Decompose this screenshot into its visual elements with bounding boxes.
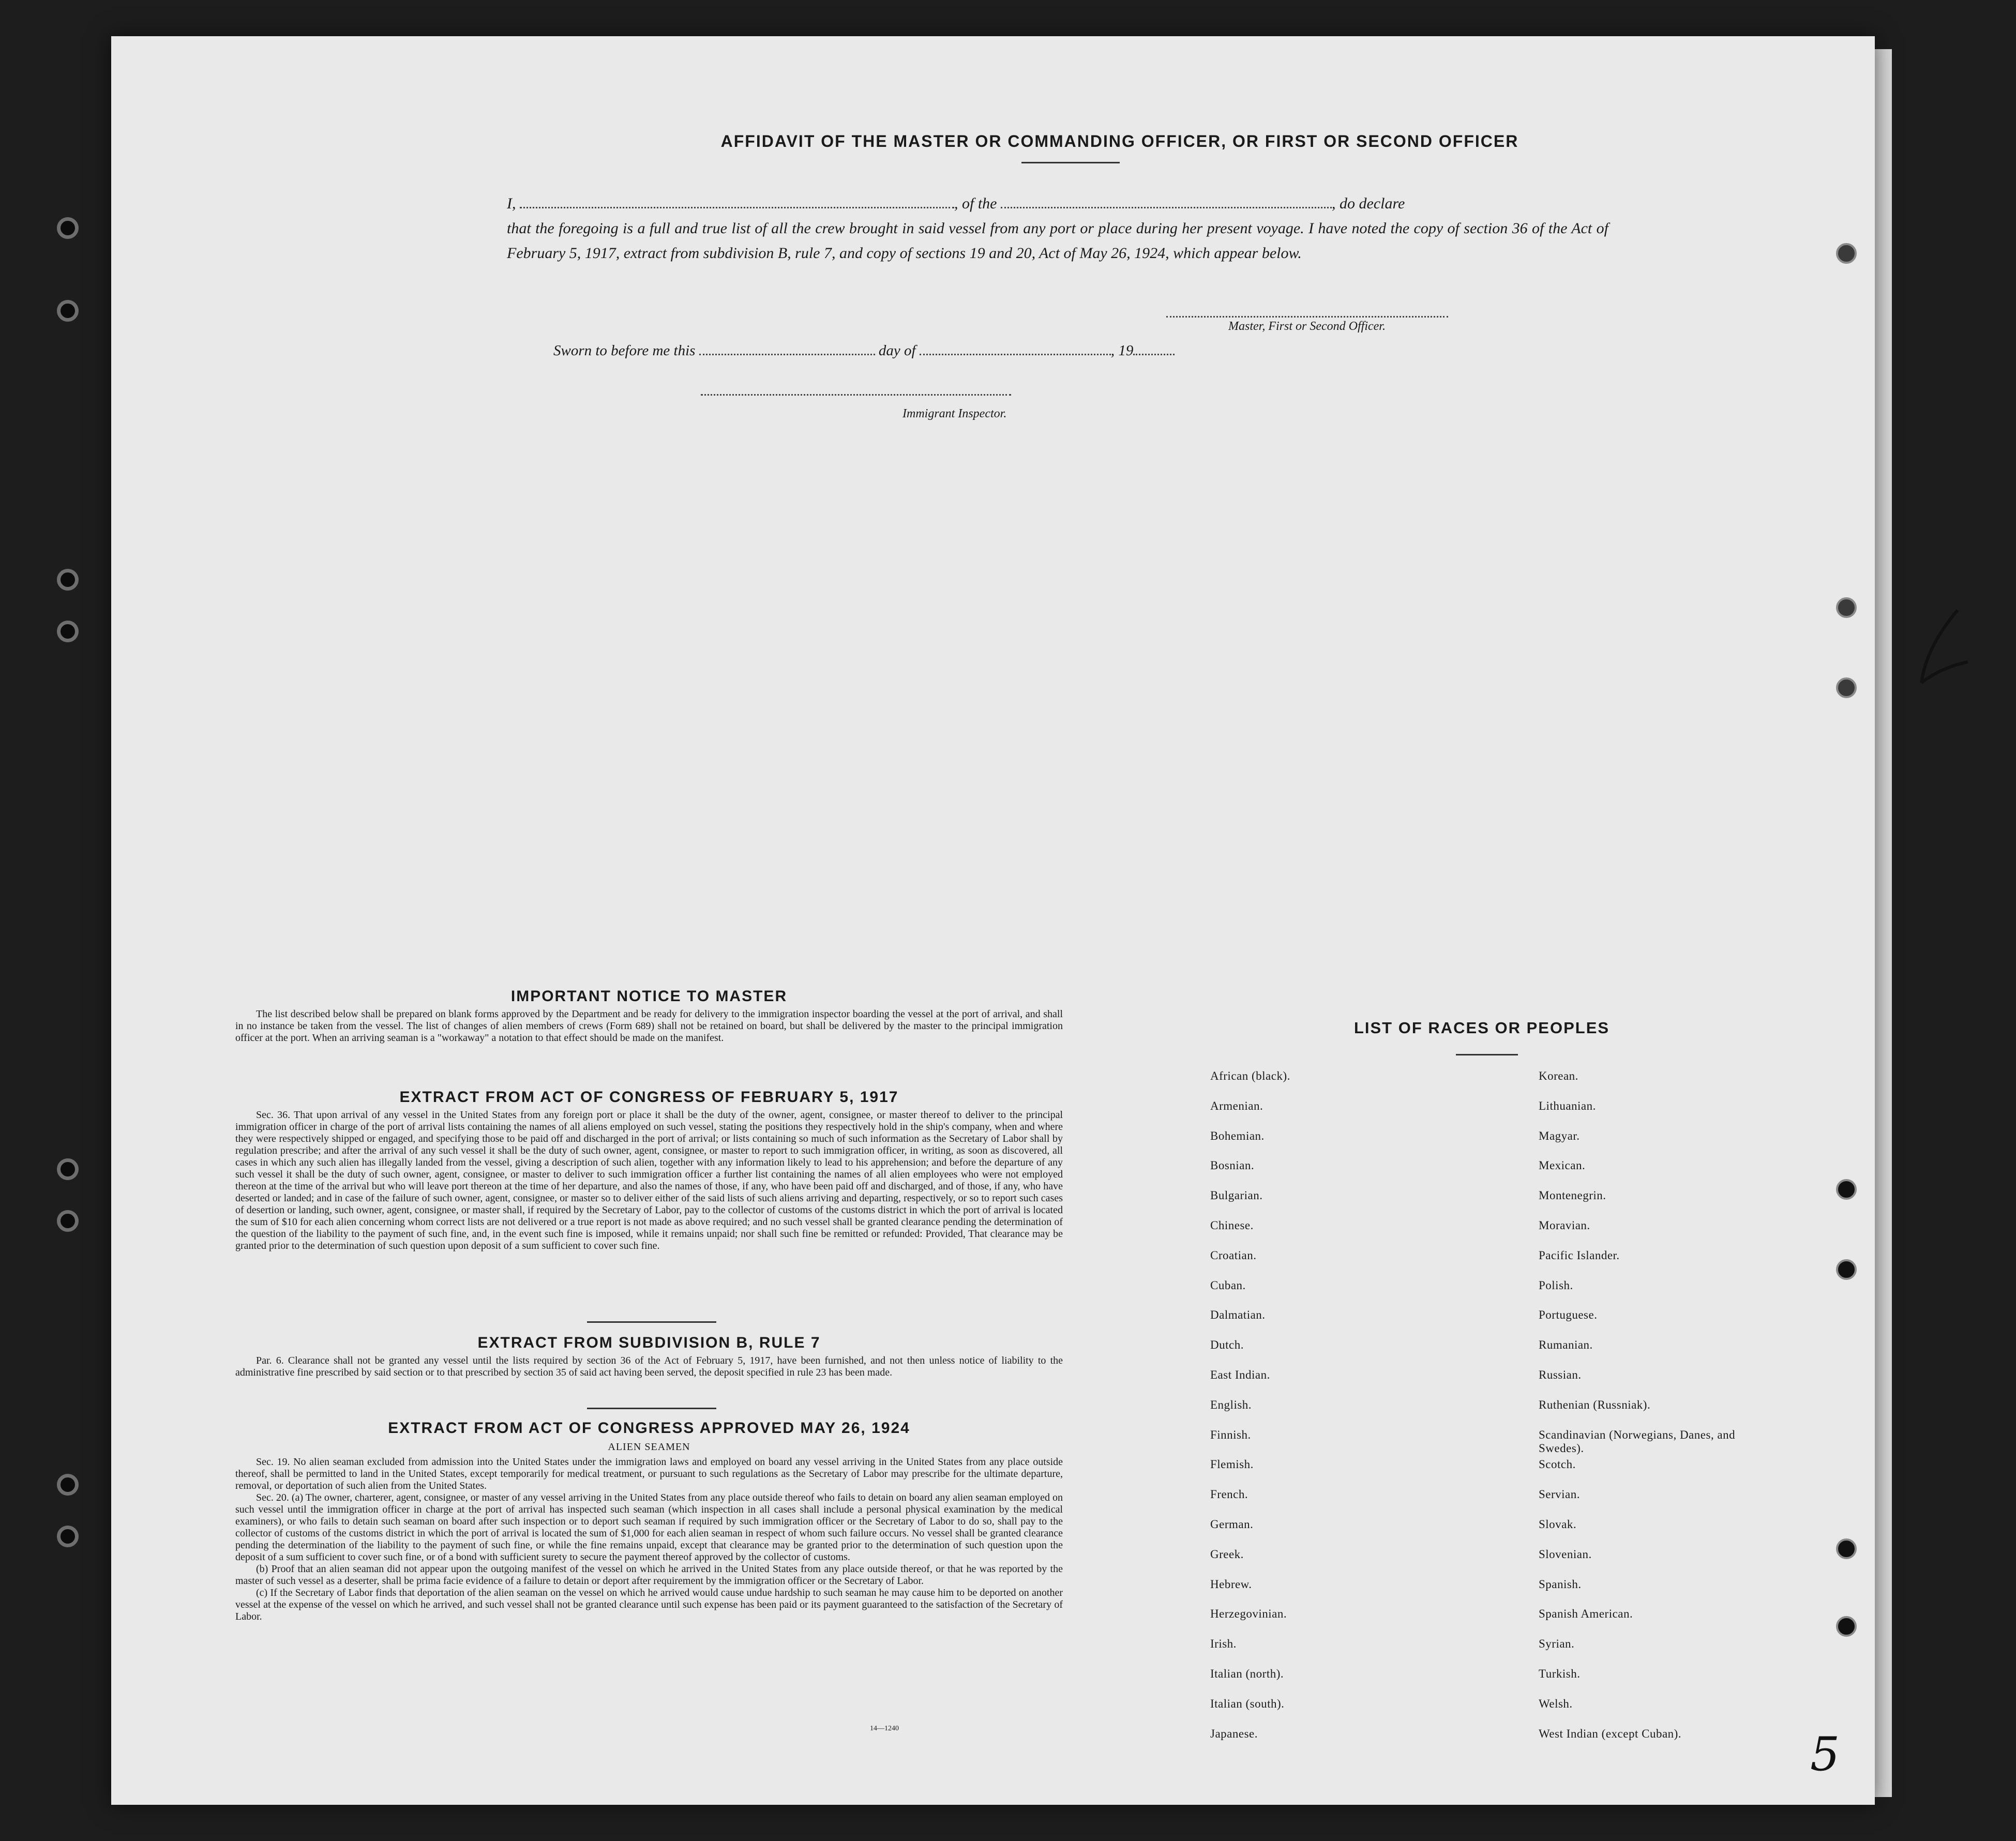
binder-hole bbox=[57, 1526, 79, 1547]
binder-hole bbox=[57, 217, 79, 239]
divider bbox=[587, 1408, 716, 1409]
race-item: Ruthenian (Russniak). bbox=[1539, 1398, 1651, 1411]
sec20c-text: (c) If the Secretary of Labor finds that deportation of the alien seaman on the vessel on which he arrived would cause undue hardship to such seaman he may cause him to be deported on another vessel at the expense of the vessel on which he arrived, and such vessel shall not be granted clearance until such expense has been paid or its payment guaranteed to the satisfaction of the Secretary of Labor. bbox=[235, 1587, 1063, 1622]
year-blank bbox=[1133, 343, 1175, 355]
race-item: English. bbox=[1210, 1398, 1252, 1411]
form-number: 14—1240 bbox=[870, 1725, 899, 1732]
sworn-label: Sworn to before me this bbox=[553, 342, 696, 359]
extract-1924-section bbox=[235, 1420, 1063, 1623]
affidavit-body bbox=[507, 191, 1608, 266]
do-declare-label: , do declare bbox=[1332, 195, 1405, 212]
binder-hole bbox=[57, 300, 79, 322]
punch-hole bbox=[1836, 597, 1857, 618]
race-item: Flemish. bbox=[1210, 1458, 1254, 1471]
race-item: Spanish. bbox=[1539, 1577, 1582, 1591]
notice-title: IMPORTANT NOTICE TO MASTER bbox=[510, 988, 788, 1005]
race-item: Mexican. bbox=[1539, 1159, 1586, 1172]
notice-text: The list described below shall be prepared on blank forms approved by the Department and be ready for delivery to the immigration inspector boarding the vessel at the port of arrival, and shall in no instance be taken from the vessel. The list of changes of alien members of crews (Form 689) shall not be retained on board, but shall be delivered by the master to the principal immigration officer at the port. When an arriving seaman is a "workaway" a notation to that effect should be made on the manifest. bbox=[235, 1008, 1063, 1044]
punch-hole bbox=[1836, 243, 1857, 264]
race-item: Italian (north). bbox=[1210, 1667, 1284, 1680]
binder-hole bbox=[57, 1158, 79, 1180]
race-item: West Indian (except Cuban). bbox=[1539, 1727, 1682, 1740]
race-item: French. bbox=[1210, 1488, 1248, 1501]
handwritten-page-number: 5 bbox=[1810, 1727, 1840, 1782]
race-item: Croatian. bbox=[1210, 1248, 1257, 1262]
affidavit-text: that the foregoing is a full and true list of all the crew brought in said vessel from any port or place during her present voyage. I have noted the copy of section 36 of the Act of February 5, 1917, extract from subdivision B, rule 7, and copy of sections 19 and 20, Act of May 26, 1924, which appear below. bbox=[507, 220, 1608, 262]
race-item: Bosnian. bbox=[1210, 1159, 1255, 1172]
race-item: African (black). bbox=[1210, 1069, 1290, 1082]
race-item: Scandinavian (Norwegians, Danes, and Swedes). bbox=[1539, 1428, 1736, 1455]
punch-hole bbox=[1836, 1538, 1857, 1559]
subdivision-title: EXTRACT FROM SUBDIVISION B, RULE 7 bbox=[477, 1334, 821, 1351]
extract-1917-section bbox=[235, 1089, 1063, 1252]
race-item: Turkish. bbox=[1539, 1667, 1581, 1680]
race-item: Greek. bbox=[1210, 1547, 1244, 1561]
title-rule bbox=[1021, 162, 1120, 163]
master-caption: Master, First or Second Officer. bbox=[1228, 320, 1386, 333]
binder-hole bbox=[57, 621, 79, 642]
extract-1917-title: EXTRACT FROM ACT OF CONGRESS OF FEBRUARY 5, 1917 bbox=[399, 1089, 899, 1106]
race-item: Dalmatian. bbox=[1210, 1308, 1266, 1322]
races-title-rule bbox=[1456, 1054, 1518, 1055]
race-item: Welsh. bbox=[1539, 1697, 1573, 1710]
divider bbox=[587, 1321, 716, 1323]
vessel-blank bbox=[1001, 197, 1332, 208]
pen-stroke-mark bbox=[1911, 605, 1973, 688]
punch-hole bbox=[1836, 677, 1857, 698]
master-signature-line bbox=[1166, 316, 1448, 318]
punch-hole bbox=[1836, 1616, 1857, 1637]
race-item: Lithuanian. bbox=[1539, 1099, 1596, 1112]
of-the-label: , of the bbox=[954, 195, 997, 212]
race-item: Spanish American. bbox=[1539, 1607, 1633, 1621]
day-of-label: day of bbox=[878, 342, 916, 359]
race-item: Armenian. bbox=[1210, 1099, 1263, 1112]
extract-1924-title: EXTRACT FROM ACT OF CONGRESS APPROVED MAY 26, 1924 bbox=[388, 1420, 910, 1437]
subdivision-section bbox=[235, 1334, 1063, 1379]
sec20a-text: Sec. 20. (a) The owner, charterer, agent, consignee, or master of any vessel arriving in the United States from any place outside thereof who fails to detain on board any alien seaman employed on such vessel until the immigration officer in charge at the port of arrival has inspected such seaman (which inspection in all cases shall include a personal physical examination by the medical examiners), or who fails to detain such seaman on board after such inspection or to deport such seaman if required by such immigration officer or the Secretary of Labor to do so, shall pay to the collector of customs of the customs district in which the port of arrival is located the sum of $1,000 for each alien seaman in respect of whom such failure occurs. No vessel shall be granted clearance pending the determination of the liability to the payment of such fine, or while the fine remains unpaid, except that clearance may be granted prior to the determination of such question upon the deposit of a sum sufficient to cover such fine, or of a bond with sufficient surety to secure the payment thereof approved by the collector of customs. bbox=[235, 1492, 1063, 1563]
races-grid bbox=[1202, 1069, 1761, 1757]
race-item: Polish. bbox=[1539, 1278, 1573, 1292]
race-item: Dutch. bbox=[1210, 1338, 1244, 1352]
extract-1917-text: Sec. 36. That upon arrival of any vessel in the United States from any foreign port or place it shall be the duty of the owner, agent, consignee, or master thereof to deliver to the principal immigration officer in charge of the port of arrival lists containing the names of all aliens employed on such vessel, stating the positions they respectively hold in the ship's company, when and where they were respectively shipped or engaged, and specifying those to be paid off and discharged in the port of arrival; or lists containing so much of such information as the Secretary of Labor shall by regulation prescribe; and after the arrival of any such vessel it shall be the duty of such owner, agent, consignee, or master to report to such immigration officer, in writing, as soon as discovered, all cases in which any such alien has illegally landed from the vessel, giving a description of such alien, together with any information likely to lead to his apprehension; and before the departure of any such vessel it shall be the duty of such owner, agent, consignee, or master to deliver to such immigration officer a further list containing the names of all alien employees who were not employed thereon at the time of the arrival but who will leave port thereon at the time of her departure, and also the names of those, if any, who have been paid off and discharged, and of those, if any, who have deserted or landed; and in case of the failure of such owner, agent, consignee, or master so to deliver either of the said lists of such aliens arriving and departing, respectively, or so to report such cases of desertion or landing, such owner, agent, consignee, or master shall, if required by the Secretary of Labor, pay to the collector of customs of the customs district in which the port of arrival is located the sum of $10 for each alien concerning whom correct lists are not delivered or a true report is not made as above required; and no such vessel shall be granted clearance pending the determination of the question of the liability to the payment of such fine, and, in the event such fine is imposed, while it remains unpaid; nor shall such fine be remitted or refunded: Provided, That clearance may be granted prior to the determination of such question upon deposit of a sum sufficient to cover such fine. bbox=[235, 1109, 1063, 1251]
binder-hole bbox=[57, 1210, 79, 1232]
races-section bbox=[1202, 1019, 1761, 1757]
inspector-signature-line bbox=[701, 394, 1011, 396]
sec20b-text: (b) Proof that an alien seaman did not appear upon the outgoing manifest of the vessel on which he arrived in the United States from any place outside thereof, or that he was reported by the master of such vessel as a deserter, shall be prima facie evidence of a failure to detain or deport after requirement by the immigration officer or the Secretary of Labor. bbox=[235, 1563, 1063, 1587]
subdivision-text: Par. 6. Clearance shall not be granted any vessel until the lists required by section 36 of the Act of February 5, 1917, have been furnished, and not then unless notice of liability to the administrative fine prescribed by said section or to that prescribed by section 35 of said act having been served, the deposit specified in rule 23 has been made. bbox=[235, 1355, 1063, 1378]
race-item: Irish. bbox=[1210, 1637, 1237, 1651]
sworn-line bbox=[553, 342, 1175, 359]
race-item: East Indian. bbox=[1210, 1368, 1270, 1381]
binder-hole bbox=[57, 569, 79, 591]
race-item: Portuguese. bbox=[1539, 1308, 1598, 1322]
race-item: Korean. bbox=[1539, 1069, 1578, 1082]
race-item: Russian. bbox=[1539, 1368, 1582, 1381]
name-blank bbox=[520, 197, 954, 208]
race-item: Hebrew. bbox=[1210, 1577, 1252, 1591]
sec19-text: Sec. 19. No alien seaman excluded from admission into the United States under the immigration laws and employed on board any vessel arriving in the United States from any place outside thereof, shall be permitted to land in the United States, except temporarily for medical treatment, or pursuant to such regulations as the Secretary of Labor may prescribe for the ultimate departure, removal, or deportation of such alien from the United States. bbox=[235, 1456, 1063, 1491]
punch-hole bbox=[1836, 1179, 1857, 1200]
race-item: Italian (south). bbox=[1210, 1697, 1285, 1710]
race-item: Moravian. bbox=[1539, 1218, 1590, 1232]
day-blank bbox=[699, 343, 875, 355]
inspector-caption: Immigrant Inspector. bbox=[902, 407, 1007, 420]
document-page bbox=[111, 36, 1875, 1805]
race-item: Magyar. bbox=[1539, 1129, 1580, 1142]
race-item: Slovenian. bbox=[1539, 1547, 1592, 1561]
punch-hole bbox=[1836, 1259, 1857, 1280]
race-item: Syrian. bbox=[1539, 1637, 1575, 1651]
race-item: Pacific Islander. bbox=[1539, 1248, 1620, 1262]
year-label: , 19 bbox=[1110, 342, 1134, 359]
race-item: Slovak. bbox=[1539, 1517, 1577, 1531]
i-label: I, bbox=[507, 195, 516, 212]
race-item: Bohemian. bbox=[1210, 1129, 1265, 1142]
declaration-line bbox=[507, 191, 1608, 216]
race-item: Chinese. bbox=[1210, 1218, 1254, 1232]
race-item: Rumanian. bbox=[1539, 1338, 1593, 1352]
race-item: Servian. bbox=[1539, 1488, 1581, 1501]
race-item: Japanese. bbox=[1210, 1727, 1258, 1740]
binder-hole bbox=[57, 1474, 79, 1496]
race-item: Bulgarian. bbox=[1210, 1189, 1263, 1202]
affidavit-title: AFFIDAVIT OF THE MASTER OR COMMANDING OFFICER, OR FIRST OR SECOND OFFICER bbox=[720, 132, 1519, 150]
race-item: Montenegrin. bbox=[1539, 1189, 1606, 1202]
races-title: LIST OF RACES OR PEOPLES bbox=[1353, 1019, 1610, 1037]
notice-section bbox=[235, 988, 1063, 1044]
race-item: Finnish. bbox=[1210, 1428, 1251, 1441]
race-item: Cuban. bbox=[1210, 1278, 1246, 1292]
alien-seamen-subtitle: ALIEN SEAMEN bbox=[608, 1441, 690, 1453]
race-item: German. bbox=[1210, 1517, 1254, 1531]
race-item: Scotch. bbox=[1539, 1458, 1576, 1471]
month-blank bbox=[920, 343, 1111, 355]
race-item: Herzegovinian. bbox=[1210, 1607, 1287, 1621]
